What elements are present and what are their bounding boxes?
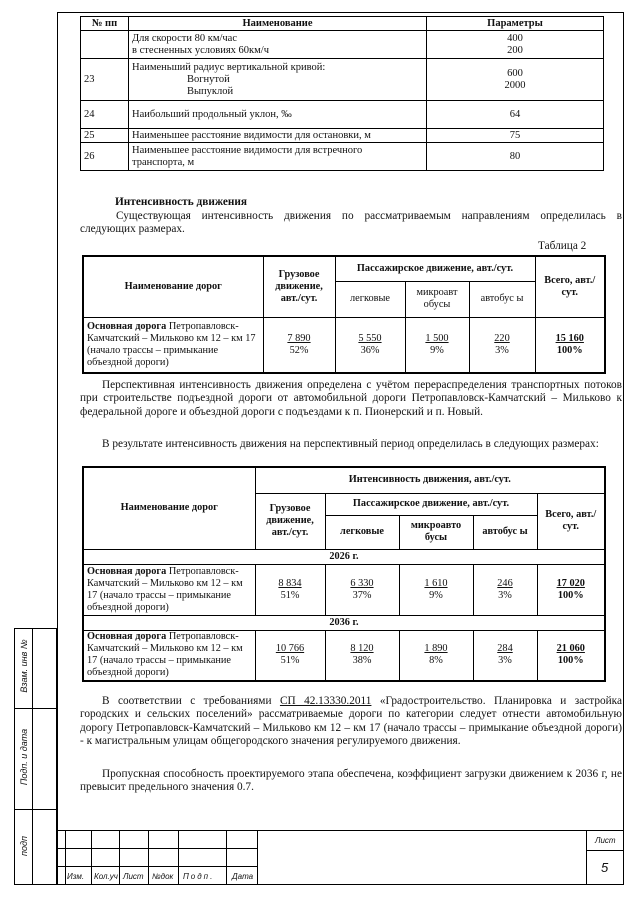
tb-label-izm: Изм. [67,872,85,881]
col-header-minibus: микроавт обусы [405,281,469,317]
side-stamp [14,628,57,885]
col-header-cars: легковые [325,515,399,549]
section-title: Интенсивность движения [115,196,248,208]
tb-label-sign: Подп. [183,872,215,881]
col-header-road: Наименование дорог [83,256,263,317]
tb-label-date: Дата [232,872,254,881]
paragraph-capacity: Пропускная способность проектируемого этапа обеспечена, коэффициент загрузки движением к 2036 г, не превысит предельного значения 0.7. [80,768,622,794]
table-row: Основная дорога Петропавловск-Камчатский – Мильково км 12 – км 17 (начало трассы – примыкание объездной дороги) 7 890 52% 5 550 36% 1 500 9% 220 3% 15 160 100% [83,317,605,373]
col-header-road: Наименование дорог [83,467,255,549]
col-header-name: Наименование [129,17,427,31]
col-header-truck: Грузовое движение, авт./сут. [255,493,325,549]
col-header-intensity: Интенсивность движения, авт./сут. [255,467,605,493]
table-row: Основная дорога Петропавловск-Камчатский – Мильково км 12 – км 17 (начало трассы – примыкание объездной дороги) 8 834 51% 6 330 37% 1 610 9% 246 3% 17 020 100% [83,564,605,615]
existing-traffic-table [82,255,606,374]
side-label-inv: Взам. инв № [19,639,29,693]
table-row: Основная дорога Петропавловск-Камчатский – Мильково км 12 – км 17 (начало трассы – примыкание объездной дороги) 10 766 51% 8 120 38% 1 890 8% 284 3% 21 060 100% [83,630,605,681]
table-row: Для скорости 80 км/час в стесненных условиях 60км/ч 400 200 [81,31,604,59]
col-header-cars: легковые [335,281,405,317]
table-row: 24 Наибольший продольный уклон, ‰ 64 [81,101,604,129]
parameters-table [80,16,604,171]
col-header-num: № пп [81,17,129,31]
col-header-passenger: Пассажирское движение, авт./сут. [325,493,537,515]
table-row: 23 Наименьший радиус вертикальной кривой: Вогнутой Выпуклой 600 2000 [81,59,604,101]
title-block [57,830,624,885]
tb-label-koluch: Кол.уч [94,872,118,881]
side-label-sign: подп [19,836,29,856]
table-row: 25 Наименьшее расстояние видимости для остановки, м 75 [81,129,604,143]
paragraph-perspective: Перспективная интенсивность движения определена с учётом перераспределения транспортных потоков при строительстве подъездной дороги от автомобильной дороги Петропавловск-Камчатский – Мильково к федеральной дороге и объездной дороги с подъездами к п. Пионерский и п. Новый. [80,379,622,418]
year-2026: 2026 г. [83,549,605,564]
table2-caption: Таблица 2 [538,240,587,252]
col-header-bus: автобус ы [473,515,537,549]
paragraph-result: В результате интенсивность движения на перспективный период определилась в следующих размерах: [102,438,599,450]
col-header-truck: Грузовое движение, авт./сут. [263,256,335,317]
col-header-total: Всего, авт./сут. [535,256,605,317]
paragraph-existing: Существующая интенсивность движения по рассматриваемым направлениям определилась в следующих размерах. [80,210,622,236]
standard-reference: СП 42.13330.2011 [279,695,372,707]
col-header-minibus: микроавто бусы [399,515,473,549]
future-traffic-table [82,466,606,682]
col-header-total: Всего, авт./сут. [537,493,605,549]
page-number: 5 [601,860,609,875]
col-header-passenger: Пассажирское движение, авт./сут. [335,256,535,281]
tb-label-doc: №док [152,872,174,881]
side-label-sign-date: Подп. и дата [19,728,29,786]
tb-sheet-label: Лист [595,836,616,845]
tb-label-list: Лист [123,872,144,881]
col-header-params: Параметры [427,17,604,31]
col-header-bus: автобус ы [469,281,535,317]
paragraph-requirements: В соответствии с требованиями СП 42.13330.2011 «Градостроительство. Планировка и застройка городских и сельских поселений» рассматриваемые дороги по категории следует отнести автомобильную дорогу Петропавловск-Камчатский – Мильково км 12 – км 17 (начало трассы – примыкание объездной дороги) - к магистральным улицам общегородского значения регулируемого движения. [80,695,622,747]
table-row: 26 Наименьшее расстояние видимости для встречного транспорта, м 80 [81,143,604,171]
year-2036: 2036 г. [83,615,605,630]
